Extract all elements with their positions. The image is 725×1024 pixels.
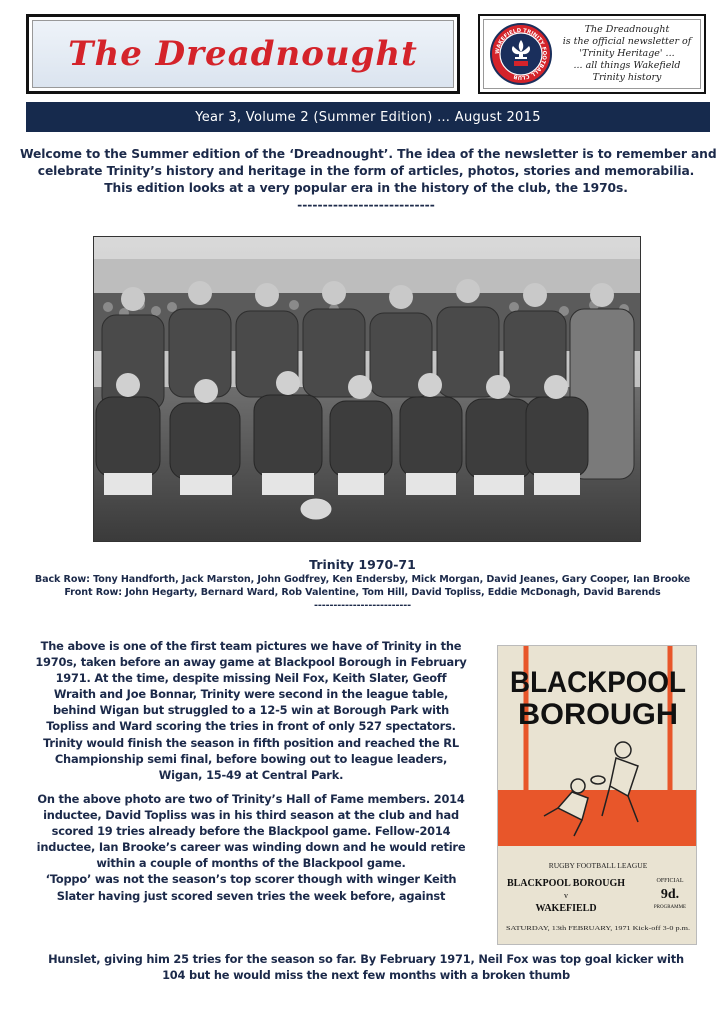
programme-title-line2: BOROUGH (518, 698, 678, 731)
intro-line: This edition looks at a very popular era in the history of the club, the 1970s. (104, 181, 628, 195)
article-line: inductee, Ian Brooke’s career was winding down and he would retire (36, 840, 466, 855)
info-text (558, 24, 700, 84)
article-line: 104 but he would miss the next few months with a broken thumb (162, 968, 570, 983)
article-line: 1971. At the time, despite missing Neil Fox, Keith Slater, Geoff (55, 671, 447, 686)
programme-label: PROGRAMME (653, 905, 687, 910)
crest-graphic (489, 22, 553, 86)
caption-back-row: Back Row: Tony Handforth, Jack Marston, John Godfrey, Ken Endersby, Mick Morgan, David Jeanes, Gary Cooper, Ian Brooke (34, 574, 691, 585)
info-line: The Dreadnought (584, 24, 670, 35)
article-line: inductee, David Topliss was in his third season at the club and had (43, 808, 459, 823)
article-line: ‘Toppo’ was not the season’s top scorer though with winger Keith (45, 872, 457, 887)
newsletter-title: The Dreadnought (68, 34, 418, 74)
article-line: On the above photo are two of Trinity’s Hall of Fame members. 2014 (37, 792, 465, 806)
match-programme-image (497, 645, 697, 945)
programme-price: 9d. (660, 887, 680, 902)
programme-home-team: BLACKPOOL BOROUGH (506, 878, 626, 889)
caption-front-row: Front Row: John Hegarty, Bernard Ward, Rob Valentine, Tom Hill, David Topliss, Eddie McDonagh, David Barends (64, 587, 661, 598)
programme-graphic (498, 646, 697, 945)
masthead (26, 14, 460, 94)
programme-away-team: WAKEFIELD (535, 903, 597, 914)
programme-official: OFFICIAL (656, 878, 684, 884)
intro-line: celebrate Trinity’s history and heritage in the form of articles, photos, stories and memorabilia. (37, 164, 695, 178)
issue-bar (26, 102, 710, 132)
article-line: Wigan, 15-49 at Central Park. (158, 767, 344, 782)
article-line: Wraith and Joe Bonnar, Trinity were second in the league table, (53, 687, 449, 702)
article-line: Trinity would finish the season in fifth position and reached the RL (43, 735, 459, 750)
photo-caption (0, 557, 725, 612)
programme-versus: v (564, 891, 568, 900)
programme-title-line1: BLACKPOOL (510, 666, 686, 699)
article-line: The above is one of the first team pictures we have of Trinity in the (40, 639, 462, 653)
crest-ring-text: WAKEFIELD TRINITY FOOTBALL CLUB (494, 27, 548, 81)
article-line: behind Wigan but struggled to a 12-5 win at Borough Park with (52, 703, 450, 718)
caption-title: Trinity 1970-71 (309, 557, 416, 572)
team-photo-image (93, 236, 641, 542)
article-paragraph-3 (16, 951, 716, 983)
intro-line: Welcome to the Summer edition of the ‘Dreadnought’. The idea of the newsletter is to remember and (20, 147, 717, 161)
team-photo-graphic (94, 237, 641, 542)
caption-divider: ------------------------- (313, 600, 412, 611)
info-line: ... all things Wakefield (573, 60, 681, 71)
article-line: 1970s, taken before an away game at Blackpool Borough in February (35, 655, 467, 670)
article-line: scored 19 tries already before the Blackpool game. Fellow-2014 (51, 824, 451, 839)
info-line: is the official newsletter of (562, 36, 692, 47)
info-line: Trinity history (592, 72, 662, 83)
article-line: Hunslet, giving him 25 tries for the season so far. By February 1971, Neil Fox was top goal kicker with (48, 952, 684, 966)
article-line: Slater having just scored seven tries the week before, against (56, 888, 446, 903)
article-line: Championship semi final, before bowing out to league leaders, (54, 751, 448, 766)
article-line: within a couple of months of the Blackpool game. (96, 856, 406, 871)
issue-label: Year 3, Volume 2 (Summer Edition) … August 2015 (195, 109, 541, 125)
article-line: Topliss and Ward scoring the tries in front of only 527 spectators. (46, 719, 456, 734)
masthead-panel (32, 20, 454, 88)
info-box-panel (483, 19, 701, 89)
article-paragraph-2 (18, 791, 484, 904)
article-paragraph-1 (18, 638, 484, 783)
info-box (478, 14, 706, 94)
trinity-crest-icon (484, 18, 558, 90)
programme-date: SATURDAY, 13th FEBRUARY, 1971 Kick-off 3-0 p.m. (506, 926, 642, 932)
intro-paragraph (20, 146, 717, 214)
intro-divider: --------------------------- (297, 198, 435, 212)
info-line: 'Trinity Heritage' ... (579, 48, 675, 59)
programme-league: RUGBY FOOTBALL LEAGUE (548, 861, 648, 870)
